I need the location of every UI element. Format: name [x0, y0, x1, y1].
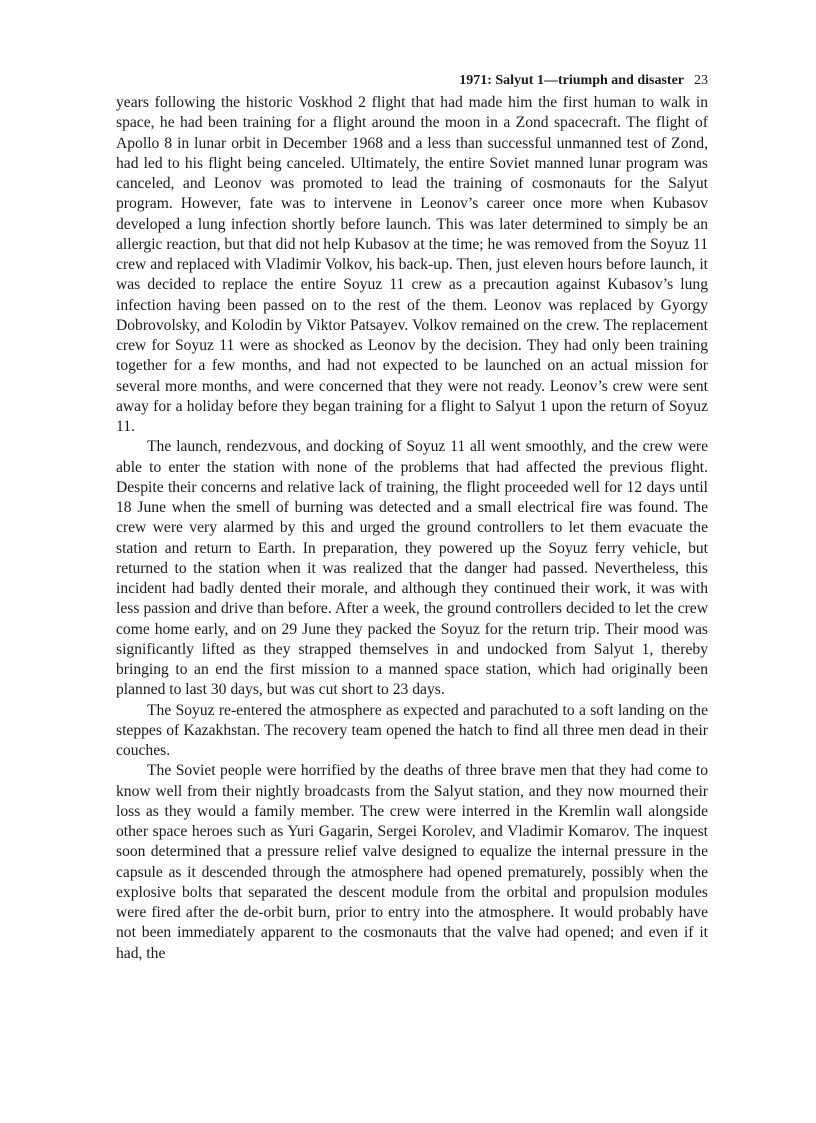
page-header	[459, 72, 708, 90]
page-number: 23	[694, 73, 708, 88]
paragraph: The Soyuz re-entered the atmosphere as expected and parachuted to a soft landing on the steppes of Kazakhstan. The recovery team opened the hatch to find all three men dead in their couches.	[116, 701, 708, 759]
paragraph: years following the historic Voskhod 2 flight that had made him the first human to walk in space, he had been training for a flight around the moon in a Zond spacecraft. The flight of Apollo 8 in lunar orbit in December 1968 and a less than successful unmanned test of Zond, had led to his flight being canceled. Ultimately, the entire Soviet manned lunar program was canceled, and Leonov was promoted to lead the training of cosmonauts for the Salyut program. However, fate was to intervene in Leonov’s career once more when Kubasov developed a lung infection shortly before launch. This was later determined to simply be an allergic reaction, but that did not help Kubasov at the time; he was removed from the Soyuz 11 crew and replaced with Vladimir Volkov, his back-up. Then, just eleven hours before launch, it was decided to replace the entire Soyuz 11 crew as a precaution against Kubasov’s lung infection having been passed on to the rest of the them. Leonov was replaced by Gyorgy Dobrovolsky, and Kolodin by Viktor Patsayev. Volkov remained on the crew. The replacement crew for Soyuz 11 were as shocked as Leonov by the decision. They had only been training together for a few months, and had not expected to be launched on an actual mission for several more months, and were concerned that they were not ready. Leonov’s crew were sent away for a holiday before they began training for a flight to Salyut 1 upon the return of Soyuz 11.	[116, 94, 708, 435]
paragraph: The Soviet people were horrified by the deaths of three brave men that they had come to know well from their nightly broadcasts from the Salyut station, and they now mourned their loss as they would a family member. The crew were interred in the Kremlin wall alongside other space heroes such as Yuri Gagarin, Sergei Korolev, and Vladimir Komarov. The inquest soon determined that a pressure relief valve designed to equalize the internal pressure in the capsule as it descended through the atmosphere had opened prematurely, possibly when the explosive bolts that separated the descent module from the orbital and propulsion modules were fired after the de-orbit burn, prior to entry into the atmosphere. It would probably have not been immediately apparent to the cosmonauts that the valve had opened; and even if it had, the	[116, 762, 708, 962]
body-text	[116, 93, 708, 964]
running-head: 1971: Salyut 1—triumph and disaster	[459, 73, 684, 88]
paragraph: The launch, rendezvous, and docking of Soyuz 11 all went smoothly, and the crew were able to enter the station with none of the problems that had affected the previous flight. Despite their concerns and relative lack of training, the flight proceeded well for 12 days until 18 June when the smell of burning was detected and a small electrical fire was found. The crew were very alarmed by this and urged the ground controllers to let them evacuate the station and return to Earth. In preparation, they powered up the Soyuz ferry vehicle, but returned to the station when it was realized that the danger had passed. Nevertheless, this incident had badly dented their morale, and although they continued their work, it was with less passion and drive than before. After a week, the ground controllers decided to let the crew come home early, and on 29 June they packed the Soyuz for the return trip. Their mood was significantly lifted as they strapped themselves in and undocked from Salyut 1, thereby bringing to an end the first mission to a manned space station, which had originally been planned to last 30 days, but was cut short to 23 days.	[116, 438, 708, 699]
